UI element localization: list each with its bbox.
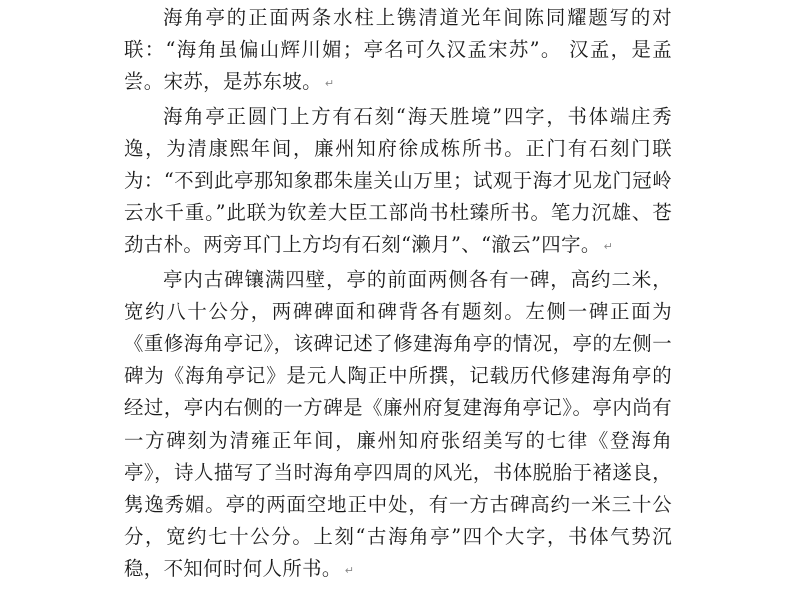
document-body bbox=[124, 2, 672, 588]
paragraph-2-text: 海角亭正圆门上方有石刻“海天胜境”四字，书体端庄秀逸，为清康熙年间，廉州知府徐成栋所书。正门有石刻门联为：“不到此亭那知象郡朱崖关山万里；试观于海才见龙门冠岭云水千重。”此联为钦差大臣工部尚书杜臻所书。笔力沉雄、苍劲古朴。两旁耳门上方均有石刻“濑月”、“澈云”四字。 bbox=[124, 104, 672, 257]
paragraph-mark-icon: ↵ bbox=[324, 77, 335, 91]
paragraph-1-text: 海角亭的正面两条水柱上镌清道光年间陈同耀题写的对联：“海角虽偏山辉川媚；亭名可久汉孟宋苏”。 汉孟，是孟尝。宋苏，是苏东坡。 bbox=[124, 6, 672, 94]
paragraph-mark-icon: ↵ bbox=[344, 564, 355, 578]
paragraph-gate-inscription bbox=[124, 101, 672, 264]
paragraph-mark-icon: ↵ bbox=[603, 240, 614, 254]
paragraph-steles bbox=[124, 264, 672, 588]
paragraph-3-text: 亭内古碑镶满四壁，亭的前面两侧各有一碑，高约二米，宽约八十公分，两碑碑面和碑背各有题刻。左侧一碑正面为《重修海角亭记》，该碑记述了修建海角亭的情况，亭的左侧一碑为《海角亭记》是元人陶正中所撰，记载历代修建海角亭的经过，亭内右侧的一方碑是《廉州府复建海角亭记》。亭内尚有一方碑刻为清雍正年间，廉州知府张绍美写的七律《登海角亭》，诗人描写了当时海角亭四周的风光，书体脱胎于褚遂良，隽逸秀媚。亭的两面空地正中处，有一方古碑高约一米三十公分，宽约七十公分。上刻“古海角亭”四个大字，书体气势沉稳，不知何时何人所书。 bbox=[124, 267, 672, 581]
paragraph-couplet bbox=[124, 2, 672, 101]
